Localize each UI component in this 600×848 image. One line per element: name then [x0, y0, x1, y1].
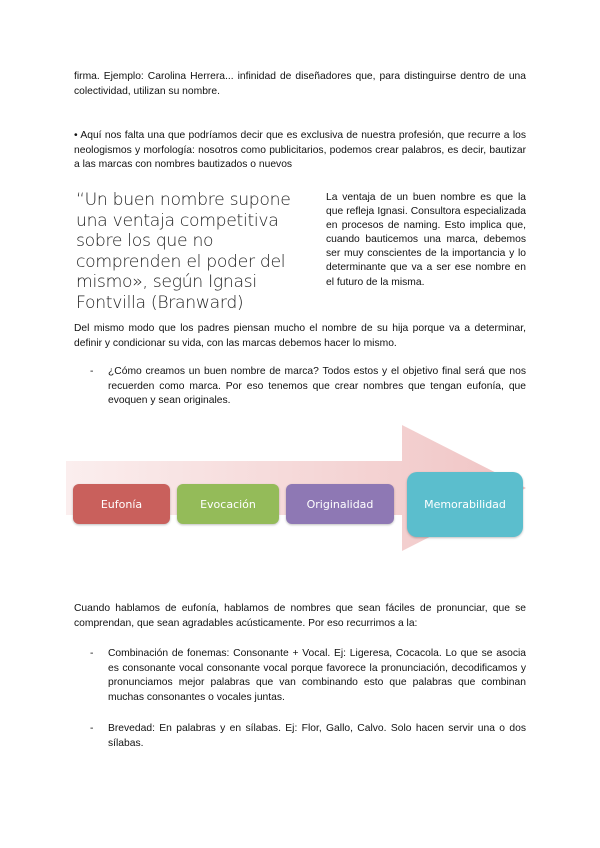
paragraph-eufonia: Cuando hablamos de eufonía, hablamos de nombres que sean fáciles de pronunciar, que se comprendan, que sean agradables acústicamente. Por eso recurrimos a la: — [74, 603, 526, 629]
step-label: Eufonía — [100, 497, 143, 511]
step-memorabilidad — [407, 472, 523, 537]
process-diagram — [66, 425, 536, 551]
list-item — [90, 365, 526, 409]
list-dash: - — [90, 366, 94, 377]
paragraph-neologisms: • Aquí nos falta una que podríamos decir que es exclusiva de nuestra profesión, que recurre a los neologismos y morfología: nosotros como publicitarios, podemos crear palabros, es decir, bautizar a las marcas con nombres bautizados o nuevos — [74, 130, 526, 171]
step-eufonia — [73, 484, 170, 524]
list-item — [90, 722, 526, 751]
list-item — [90, 647, 526, 705]
step-label: Evocación — [200, 497, 256, 511]
step-label: Memorabilidad — [424, 498, 506, 511]
paragraph-parents-analogy: Del mismo modo que los padres piensan mucho el nombre de su hija porque va a determinar, definir y condicionar su vida, con las marcas debemos hacer lo mismo. — [74, 323, 526, 349]
step-evocacion — [177, 484, 279, 524]
paragraph-intro: firma. Ejemplo: Carolina Herrera... infinidad de diseñadores que, para distinguirse dentro de una colectividad, utilizan su nombre. — [74, 71, 526, 97]
list-item-text: Combinación de fonemas: Consonante + Vocal. Ej: Ligeresa, Cocacola. Lo que se asocia es consonante vocal consonante vocal porque favorece la pronunciación, decodificamos y pronunciamos mejor palabras que van combinando esto que palabras que combinan muchas consonantes o vocales juntas. — [108, 648, 526, 703]
step-label: Originalidad — [306, 497, 374, 511]
list-item-text: ¿Cómo creamos un buen nombre de marca? Todos estos y el objetivo final será que nos recuerden como marca. Por eso tenemos que crear nombres que tengan eufonía, que evoquen y sean originales. — [108, 366, 526, 407]
list-item-text: Brevedad: En palabras y en sílabas. Ej: Flor, Gallo, Calvo. Solo hacen servir una o dos sílabas. — [108, 723, 526, 749]
list-dash: - — [90, 648, 94, 659]
step-originalidad — [286, 484, 394, 524]
list-dash: - — [90, 723, 94, 734]
pull-quote: “Un buen nombre supone una ventaja competitiva sobre los que no comprenden el poder del mismo», según Ignasi Fontvilla (Branward) — [76, 190, 291, 313]
side-paragraph: La ventaja de un buen nombre es que la que refleja Ignasi. Consultora especializada en procesos de naming. Esto implica que, cuando bauticemos una marca, debemos ser muy conscientes de la importancia y lo determinante que va a ser ese nombre en el futuro de la misma. — [326, 192, 526, 288]
